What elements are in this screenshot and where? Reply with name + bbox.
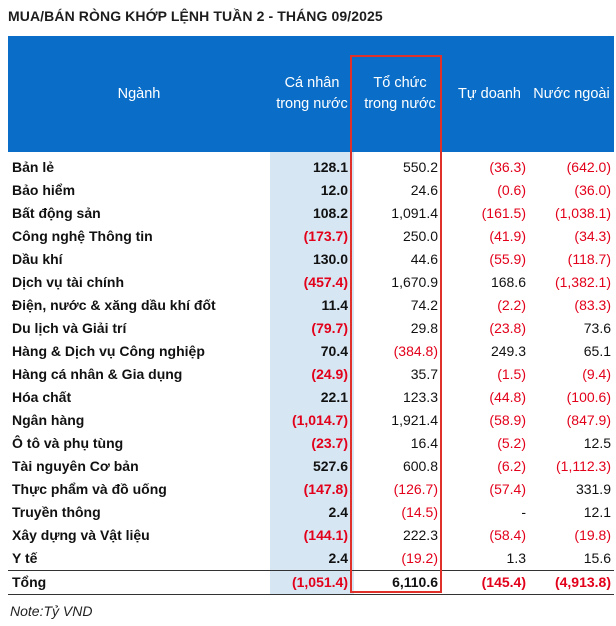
table-row — [8, 547, 614, 571]
cell-institution: (14.5) — [401, 504, 438, 520]
cell-individual: (147.8) — [270, 478, 354, 501]
cell-proprietary: - — [521, 504, 526, 520]
cell-foreign: (1,382.1) — [554, 274, 611, 290]
table-row — [8, 340, 614, 363]
cell-individual: 108.2 — [270, 202, 354, 225]
sector-name: Hàng & Dịch vụ Công nghiệp — [12, 343, 205, 359]
table-title: MUA/BÁN RÒNG KHỚP LỆNH TUẦN 2 - THÁNG 09/2025 — [8, 8, 383, 24]
sector-name: Thực phẩm và đồ uống — [12, 481, 167, 497]
unit-note: Note:Tỷ VND — [10, 603, 93, 619]
cell-individual: 11.4 — [270, 294, 354, 317]
cell-proprietary: (5.2) — [497, 435, 526, 451]
cell-institution: 16.4 — [410, 435, 438, 451]
cell-institution: 6,110.6 — [354, 571, 446, 595]
cell-individual: 128.1 — [270, 152, 354, 179]
cell-foreign: 65.1 — [583, 343, 611, 359]
table-row — [8, 524, 614, 547]
table-row — [8, 179, 614, 202]
table-row — [8, 409, 614, 432]
table-row — [8, 317, 614, 340]
sector-name: Ngân hàng — [12, 412, 85, 428]
cell-individual: (24.9) — [270, 363, 354, 386]
cell-proprietary: (6.2) — [497, 458, 526, 474]
cell-foreign: (100.6) — [566, 389, 611, 405]
cell-proprietary: (1.5) — [497, 366, 526, 382]
cell-individual: 70.4 — [270, 340, 354, 363]
cell-individual: 2.4 — [270, 547, 354, 571]
cell-institution: 35.7 — [410, 366, 438, 382]
cell-institution: 44.6 — [410, 251, 438, 267]
cell-proprietary: (145.4) — [446, 571, 529, 595]
cell-foreign: (118.7) — [567, 251, 611, 267]
table-row — [8, 294, 614, 317]
cell-institution: 29.8 — [410, 320, 438, 336]
cell-institution: 600.8 — [402, 458, 438, 474]
cell-proprietary: (58.9) — [489, 412, 526, 428]
cell-individual: (144.1) — [270, 524, 354, 547]
cell-individual: (1,014.7) — [270, 409, 354, 432]
cell-foreign: (4,913.8) — [529, 571, 614, 595]
cell-individual: (1,051.4) — [270, 571, 354, 595]
cell-proprietary: 1.3 — [506, 550, 526, 566]
cell-proprietary: (41.9) — [489, 228, 526, 244]
cell-proprietary: (36.3) — [489, 159, 526, 175]
sector-name: Tài nguyên Cơ bản — [12, 458, 139, 474]
cell-proprietary: (55.9) — [489, 251, 526, 267]
sector-name: Hóa chất — [12, 389, 72, 405]
cell-institution: 550.2 — [402, 159, 438, 175]
cell-proprietary: (23.8) — [489, 320, 526, 336]
cell-foreign: (9.4) — [582, 366, 611, 382]
header-row — [8, 36, 614, 152]
sector-name: Công nghệ Thông tin — [12, 228, 153, 244]
table-row — [8, 432, 614, 455]
cell-foreign: 15.6 — [583, 550, 611, 566]
net-trading-table-wrap — [8, 36, 614, 595]
table-row — [8, 363, 614, 386]
table-row — [8, 271, 614, 294]
table-row — [8, 501, 614, 524]
header-proprietary: Tự doanh — [446, 36, 529, 152]
table-row — [8, 478, 614, 501]
cell-foreign: (83.3) — [574, 297, 611, 313]
cell-proprietary: 249.3 — [490, 343, 526, 359]
sector-name: Dầu khí — [12, 251, 63, 267]
cell-foreign: 331.9 — [575, 481, 611, 497]
cell-individual: (23.7) — [270, 432, 354, 455]
cell-proprietary: (0.6) — [497, 182, 526, 198]
cell-foreign: (1,112.3) — [556, 458, 611, 474]
cell-foreign: 73.6 — [583, 320, 611, 336]
cell-individual: (457.4) — [270, 271, 354, 294]
cell-foreign: (34.3) — [574, 228, 611, 244]
cell-institution: 1,921.4 — [391, 412, 438, 428]
sector-name: Bất động sản — [12, 205, 101, 221]
sector-name: Điện, nước & xăng dầu khí đốt — [12, 297, 216, 313]
cell-institution: (384.8) — [393, 343, 438, 359]
cell-foreign: 12.1 — [583, 504, 611, 520]
table-row — [8, 386, 614, 409]
cell-foreign: (36.0) — [574, 182, 611, 198]
cell-individual: (173.7) — [270, 225, 354, 248]
cell-institution: 1,091.4 — [391, 205, 438, 221]
cell-foreign: (642.0) — [566, 159, 611, 175]
table-row — [8, 202, 614, 225]
total-label: Tổng — [8, 571, 270, 595]
cell-proprietary: (161.5) — [481, 205, 526, 221]
cell-proprietary: (2.2) — [497, 297, 526, 313]
sector-name: Y tế — [12, 550, 38, 566]
header-sector: Ngành — [8, 36, 270, 152]
header-institution: Tổ chức trong nước — [354, 36, 446, 152]
cell-proprietary: (44.8) — [489, 389, 526, 405]
sector-name: Truyền thông — [12, 504, 101, 520]
cell-institution: 1,670.9 — [391, 274, 438, 290]
cell-institution: 74.2 — [410, 297, 438, 313]
total-row — [8, 571, 614, 595]
sector-name: Bảo hiểm — [12, 182, 76, 198]
cell-foreign: (1,038.1) — [554, 205, 611, 221]
sector-name: Bản lẻ — [12, 159, 55, 175]
cell-institution: 123.3 — [402, 389, 438, 405]
cell-institution: 222.3 — [402, 527, 438, 543]
cell-individual: 527.6 — [270, 455, 354, 478]
cell-proprietary: (57.4) — [489, 481, 526, 497]
sector-name: Xây dựng và Vật liệu — [12, 527, 150, 543]
cell-individual: (79.7) — [270, 317, 354, 340]
cell-proprietary: 168.6 — [490, 274, 526, 290]
cell-institution: (19.2) — [401, 550, 438, 566]
cell-institution: 24.6 — [410, 182, 438, 198]
sector-name: Du lịch và Giải trí — [12, 320, 127, 336]
net-trading-table — [8, 36, 614, 595]
cell-institution: (126.7) — [393, 481, 438, 497]
sector-name: Hàng cá nhân & Gia dụng — [12, 366, 183, 382]
cell-foreign: 12.5 — [583, 435, 611, 451]
sector-name: Dịch vụ tài chính — [12, 274, 125, 290]
table-body — [8, 152, 614, 595]
cell-foreign: (847.9) — [566, 412, 611, 428]
cell-institution: 250.0 — [402, 228, 438, 244]
cell-individual: 130.0 — [270, 248, 354, 271]
cell-individual: 22.1 — [270, 386, 354, 409]
header-individual: Cá nhân trong nước — [270, 36, 354, 152]
table-row — [8, 225, 614, 248]
table-row — [8, 248, 614, 271]
sector-name: Ô tô và phụ tùng — [12, 435, 124, 451]
header-foreign: Nước ngoài — [529, 36, 614, 152]
cell-individual: 12.0 — [270, 179, 354, 202]
table-row — [8, 152, 614, 179]
cell-proprietary: (58.4) — [489, 527, 526, 543]
table-row — [8, 455, 614, 478]
cell-individual: 2.4 — [270, 501, 354, 524]
cell-foreign: (19.8) — [574, 527, 611, 543]
